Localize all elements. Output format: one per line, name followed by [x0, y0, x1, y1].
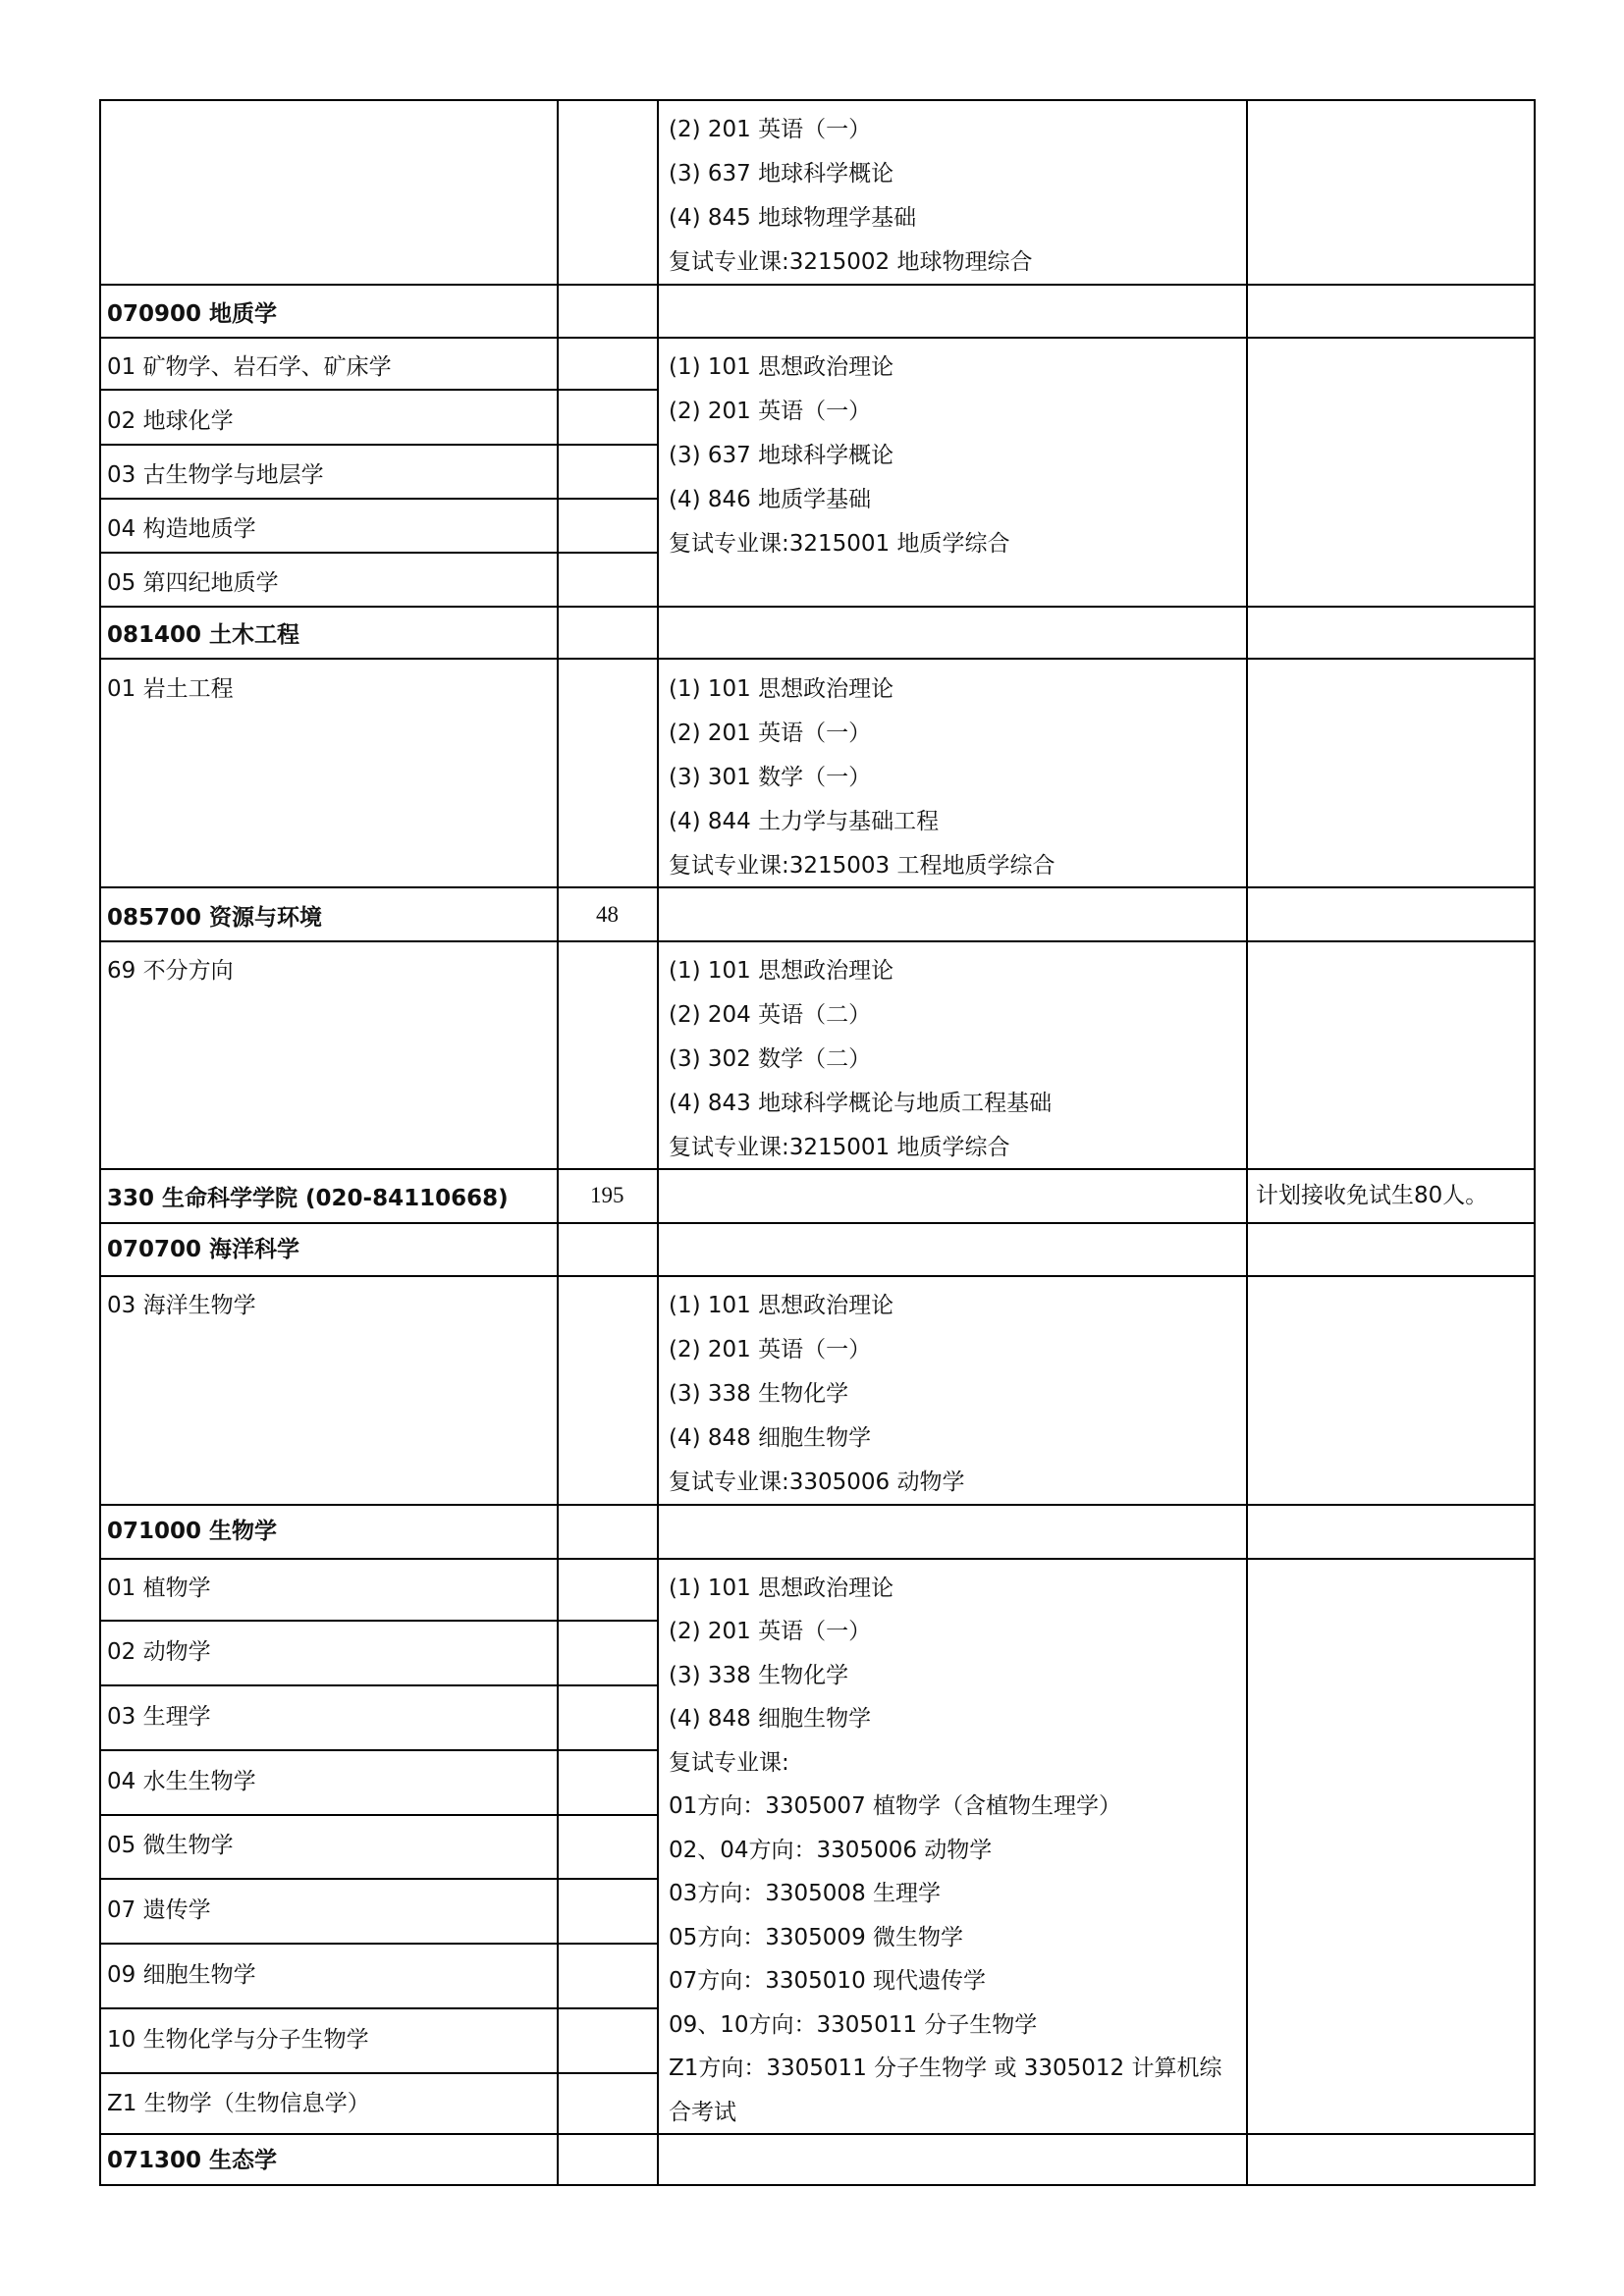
major-title: 071300 生态学	[107, 2148, 278, 2173]
column-divider	[557, 99, 559, 2186]
exam-subject: (1) 101 思想政治理论	[669, 1293, 894, 1318]
retest-subject: 09、10方向：3305011 分子生物学	[669, 2012, 1038, 2038]
retest-subject: 复试专业课:3215003 工程地质学综合	[669, 853, 1056, 879]
direction-item: 01 植物学	[107, 1575, 211, 1601]
row-divider	[99, 99, 1536, 101]
admissions-table	[99, 99, 1536, 2186]
direction-item: 04 水生生物学	[107, 1769, 256, 1794]
row-divider	[99, 552, 657, 554]
row-divider	[99, 498, 657, 500]
row-divider	[99, 284, 1536, 286]
exam-subject: (1) 101 思想政治理论	[669, 958, 894, 984]
retest-subject: 复试专业课:3305006 动物学	[669, 1469, 965, 1495]
direction-item: 04 构造地质学	[107, 516, 256, 542]
row-divider	[99, 2007, 657, 2009]
retest-subject: 复试专业课:3215001 地质学综合	[669, 1135, 1010, 1160]
direction-item: 10 生物化学与分子生物学	[107, 2027, 369, 2053]
retest-subject: 01方向：3305007 植物学（含植物生理学）	[669, 1793, 1122, 1819]
retest-subject: Z1方向：3305011 分子生物学 或 3305012 计算机综	[669, 2056, 1222, 2081]
exam-subject: (2) 201 英语（一）	[669, 1337, 872, 1362]
exam-subject: (4) 848 细胞生物学	[669, 1706, 872, 1732]
exam-subject: (4) 848 细胞生物学	[669, 1425, 872, 1451]
exam-subject: (1) 101 思想政治理论	[669, 354, 894, 380]
direction-item: 07 遗传学	[107, 1897, 211, 1923]
exam-subject: (3) 338 生物化学	[669, 1663, 849, 1688]
row-divider	[99, 1620, 657, 1622]
row-divider	[99, 1558, 1536, 1560]
column-divider	[99, 99, 101, 2186]
enrollment-quota: 195	[590, 1183, 624, 1207]
direction-item: 05 第四纪地质学	[107, 570, 279, 596]
retest-subject: 03方向：3305008 生理学	[669, 1881, 942, 1906]
exam-subject: (2) 201 英语（一）	[669, 721, 872, 746]
direction-item: 09 细胞生物学	[107, 1962, 256, 1988]
row-divider	[99, 886, 1536, 888]
row-divider	[99, 606, 1536, 608]
column-divider	[1246, 99, 1248, 2186]
row-divider	[99, 1749, 657, 1751]
major-title: 081400 土木工程	[107, 622, 300, 648]
exam-subject: (1) 101 思想政治理论	[669, 676, 894, 702]
direction-item: 02 地球化学	[107, 408, 234, 434]
major-title: 071000 生物学	[107, 1519, 278, 1544]
row-divider	[99, 1275, 1536, 1277]
row-divider	[99, 1222, 1536, 1224]
major-title: 070700 海洋科学	[107, 1237, 300, 1262]
exam-subject: (2) 201 英语（一）	[669, 1619, 872, 1644]
direction-item: 69 不分方向	[107, 958, 234, 984]
exam-subject: (3) 302 数学（二）	[669, 1046, 872, 1072]
direction-item: 01 矿物学、岩石学、矿床学	[107, 354, 392, 380]
row-divider	[99, 2072, 657, 2074]
retest-subject: 02、04方向：3305006 动物学	[669, 1838, 993, 1863]
row-divider	[99, 1168, 1536, 1170]
retest-subject: 07方向：3305010 现代遗传学	[669, 1968, 987, 1994]
exam-subject: (3) 301 数学（一）	[669, 765, 872, 790]
retest-subject: 复试专业课:3215001 地质学综合	[669, 531, 1010, 557]
row-divider	[99, 1943, 657, 1945]
direction-item: 02 动物学	[107, 1639, 211, 1665]
remark-note: 计划接收免试生80人。	[1256, 1183, 1489, 1208]
direction-item: 03 海洋生物学	[107, 1293, 256, 1318]
exam-subject: (3) 637 地球科学概论	[669, 161, 894, 187]
retest-subject: 复试专业课:3215002 地球物理综合	[669, 249, 1033, 275]
exam-subject: (1) 101 思想政治理论	[669, 1575, 894, 1601]
exam-subject: (2) 201 英语（一）	[669, 117, 872, 142]
row-divider	[99, 337, 1536, 339]
retest-subject: 05方向：3305009 微生物学	[669, 1925, 964, 1950]
exam-subject: (3) 637 地球科学概论	[669, 443, 894, 468]
row-divider	[99, 389, 657, 391]
row-divider	[99, 1684, 657, 1686]
major-title: 070900 地质学	[107, 301, 278, 327]
column-divider	[1534, 99, 1536, 2186]
direction-item: 03 古生物学与地层学	[107, 462, 324, 488]
exam-subject: (4) 844 土力学与基础工程	[669, 809, 940, 834]
retest-subject: 合考试	[669, 2100, 736, 2125]
column-divider	[657, 99, 659, 2186]
retest-label: 复试专业课:	[669, 1750, 789, 1776]
exam-subject: (4) 846 地质学基础	[669, 487, 872, 512]
row-divider	[99, 940, 1536, 942]
row-divider	[99, 1814, 657, 1816]
exam-subject: (2) 201 英语（一）	[669, 399, 872, 424]
exam-subject: (2) 204 英语（二）	[669, 1002, 872, 1028]
row-divider	[99, 1878, 657, 1880]
school-title: 330 生命科学学院 (020-84110668)	[107, 1186, 509, 1211]
row-divider	[99, 444, 657, 446]
direction-item: 05 微生物学	[107, 1833, 234, 1858]
row-divider	[99, 658, 1536, 660]
direction-item: 01 岩土工程	[107, 676, 234, 702]
exam-subject: (3) 338 生物化学	[669, 1381, 849, 1407]
direction-item: 03 生理学	[107, 1704, 211, 1730]
enrollment-quota: 48	[596, 902, 619, 927]
exam-subject: (4) 843 地球科学概论与地质工程基础	[669, 1091, 1053, 1116]
row-divider	[99, 1504, 1536, 1506]
row-divider	[99, 2184, 1536, 2186]
exam-subject: (4) 845 地球物理学基础	[669, 205, 917, 231]
row-divider	[99, 2133, 1536, 2135]
direction-item: Z1 生物学（生物信息学）	[107, 2091, 370, 2116]
major-title: 085700 资源与环境	[107, 905, 323, 931]
